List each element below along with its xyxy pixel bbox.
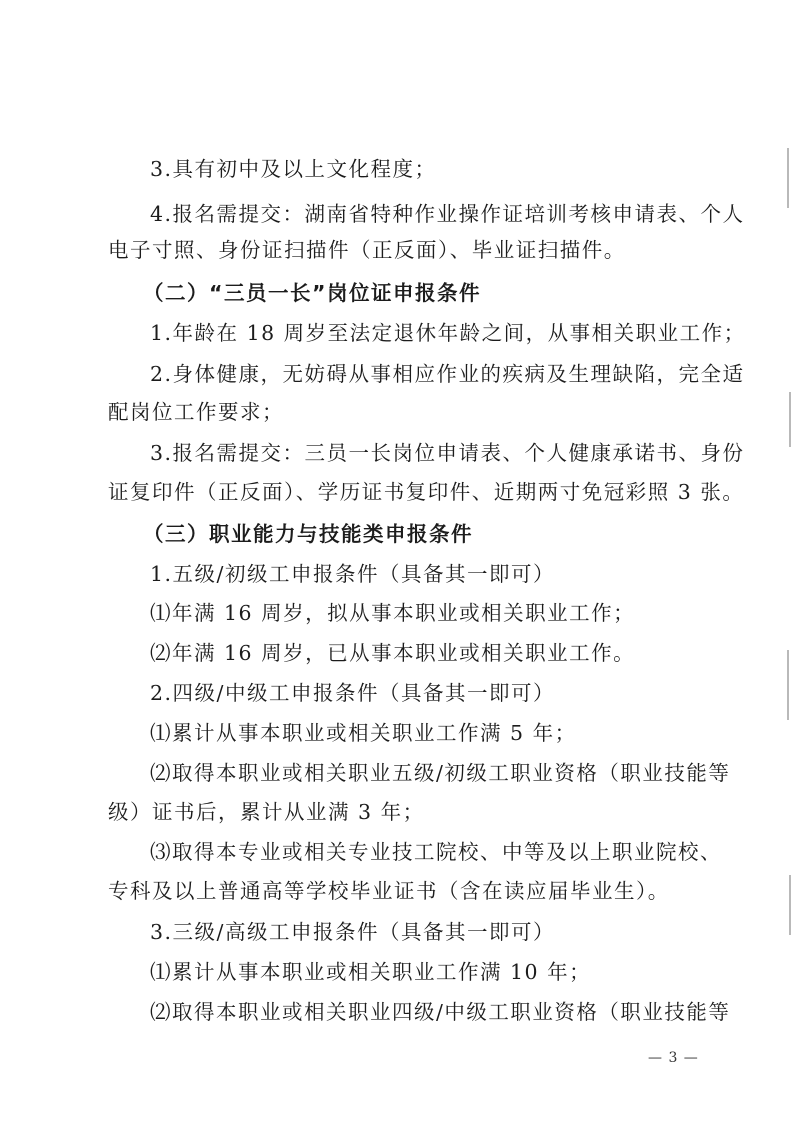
text-line: 专科及以上普通高等学校毕业证书（含在读应届毕业生）。 [108,879,670,903]
text-line: ⑴累计从事本职业或相关职业工作满 5 年； [150,721,577,745]
text-line: ⑴年满 16 周岁，拟从事本职业或相关职业工作； [150,601,636,625]
text-line: 1.五级/初级工申报条件（具备其一即可） [150,562,555,586]
text-line: 电子寸照、身份证扫描件（正反面）、毕业证扫描件。 [108,238,626,262]
text-line: 3.具有初中及以上文化程度； [150,157,437,181]
section-heading: （三）职业能力与技能类申报条件 [143,522,473,546]
scan-mark [787,148,789,208]
text-line: ⑵年满 16 周岁，已从事本职业或相关职业工作。 [150,641,636,665]
text-line: 配岗位工作要求； [108,400,284,424]
scan-mark [787,650,789,720]
text-line: 级）证书后，累计从业满 3 年； [108,800,425,824]
text-line: 证复印件（正反面）、学历证书复印件、近期两寸免冠彩照 3 张。 [108,480,745,504]
text-line: ⑵取得本职业或相关职业五级/初级工职业资格（职业技能等 [150,761,731,785]
text-line: ⑵取得本职业或相关职业四级/中级工职业资格（职业技能等 [150,1000,731,1024]
scan-mark [789,875,791,935]
text-line: 1.年龄在 18 周岁至法定退休年龄之间，从事相关职业工作； [150,321,746,345]
section-heading: （二）“三员一长”岗位证申报条件 [143,281,481,305]
text-line: ⑶取得本专业或相关专业技工院校、中等及以上职业院校、 [150,840,722,864]
text-line: 2.四级/中级工申报条件（具备其一即可） [150,681,555,705]
text-line: ⑴累计从事本职业或相关职业工作满 10 年； [150,960,592,984]
page-number: — 3 — [648,1050,699,1066]
text-line: 3.报名需提交：三员一长岗位申请表、个人健康承诺书、身份 [150,441,745,465]
text-line: 4.报名需提交：湖南省特种作业操作证培训考核申请表、个人 [150,202,745,226]
text-line: 3.三级/高级工申报条件（具备其一即可） [150,920,555,944]
text-line: 2.身体健康，无妨碍从事相应作业的疾病及生理缺陷，完全适 [150,362,745,386]
scan-mark [789,392,791,447]
